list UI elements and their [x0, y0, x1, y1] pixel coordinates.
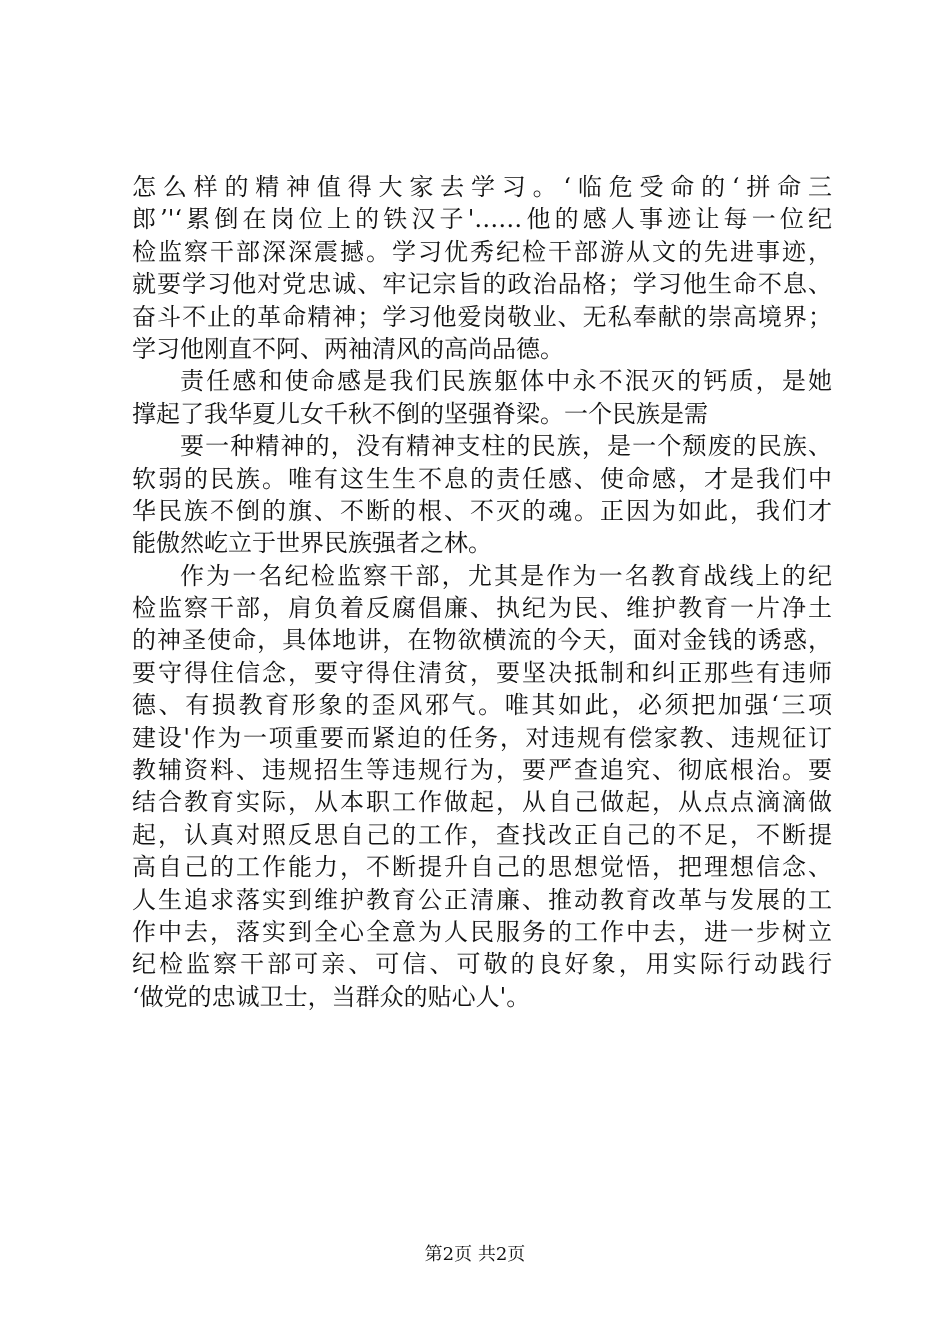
page-number-footer: 第2页 共2页	[424, 1244, 526, 1265]
text-line: 的神圣使命，具体地讲，在物欲横流的今天，面对金钱的诱惑，	[132, 626, 832, 655]
text-line: 作为一名纪检监察干部，尤其是作为一名教育战线上的纪	[180, 561, 832, 590]
text-line: 教辅资料、违规招生等违规行为，要严查追究、彻底根治。要	[132, 756, 832, 785]
text-line: 软弱的民族。唯有这生生不息的责任感、使命感，才是我们中	[132, 464, 832, 493]
text-line: 学习他刚直不阿、两袖清风的高尚品德。	[132, 334, 564, 363]
text-line: 建设'作为一项重要而紧迫的任务，对违规有偿家教、违规征订	[132, 723, 832, 752]
text-line: 检监察干部，肩负着反腐倡廉、执纪为民、维护教育一片净土	[132, 594, 832, 623]
text-line: 华民族不倒的旗、不断的根、不灭的魂。正因为如此，我们才	[132, 496, 832, 525]
text-line: 要守得住信念，要守得住清贫，要坚决抵制和纠正那些有违师	[132, 658, 832, 687]
body-text	[132, 171, 832, 1013]
text-line: 能傲然屹立于世界民族强者之林。	[132, 529, 492, 558]
text-line: 责任感和使命感是我们民族躯体中永不泯灭的钙质，是她	[180, 367, 832, 396]
text-line: 纪检监察干部可亲、可信、可敬的良好象，用实际行动践行	[132, 950, 832, 979]
text-line: 人生追求落实到维护教育公正清廉、推动教育改革与发展的工	[132, 885, 832, 914]
text-line: 德、有损教育形象的歪风邪气。唯其如此，必须把加强‘三项	[132, 691, 832, 720]
text-line: 奋斗不止的革命精神；学习他爱岗敬业、无私奉献的崇高境界；	[132, 302, 832, 331]
text-line: 撑起了我华夏儿女千秋不倒的坚强脊梁。一个民族是需	[132, 399, 708, 428]
text-line: 要一种精神的，没有精神支柱的民族，是一个颓废的民族、	[180, 432, 832, 461]
text-line: ‘做党的忠诚卫士，当群众的贴心人'。	[132, 982, 531, 1011]
text-line: 怎么样的精神值得大家去学习。‘临危受命的‘拼命三	[132, 173, 832, 201]
text-line: 就要学习他对党忠诚、牢记宗旨的政治品格；学习他生命不息、	[132, 270, 832, 299]
text-line: 郎’'‘累倒在岗位上的铁汉子'……他的感人事迹让每一位纪	[132, 205, 832, 234]
text-line: 起，认真对照反思自己的工作，查找改正自己的不足，不断提	[132, 820, 832, 849]
text-line: 检监察干部深深震撼。学习优秀纪检干部游从文的先进事迹，	[132, 237, 832, 266]
text-line: 高自己的工作能力，不断提升自己的思想觉悟，把理想信念、	[132, 853, 832, 882]
text-line: 结合教育实际，从本职工作做起，从自己做起，从点点滴滴做	[132, 788, 832, 817]
text-line: 作中去，落实到全心全意为人民服务的工作中去，进一步树立	[132, 917, 832, 946]
